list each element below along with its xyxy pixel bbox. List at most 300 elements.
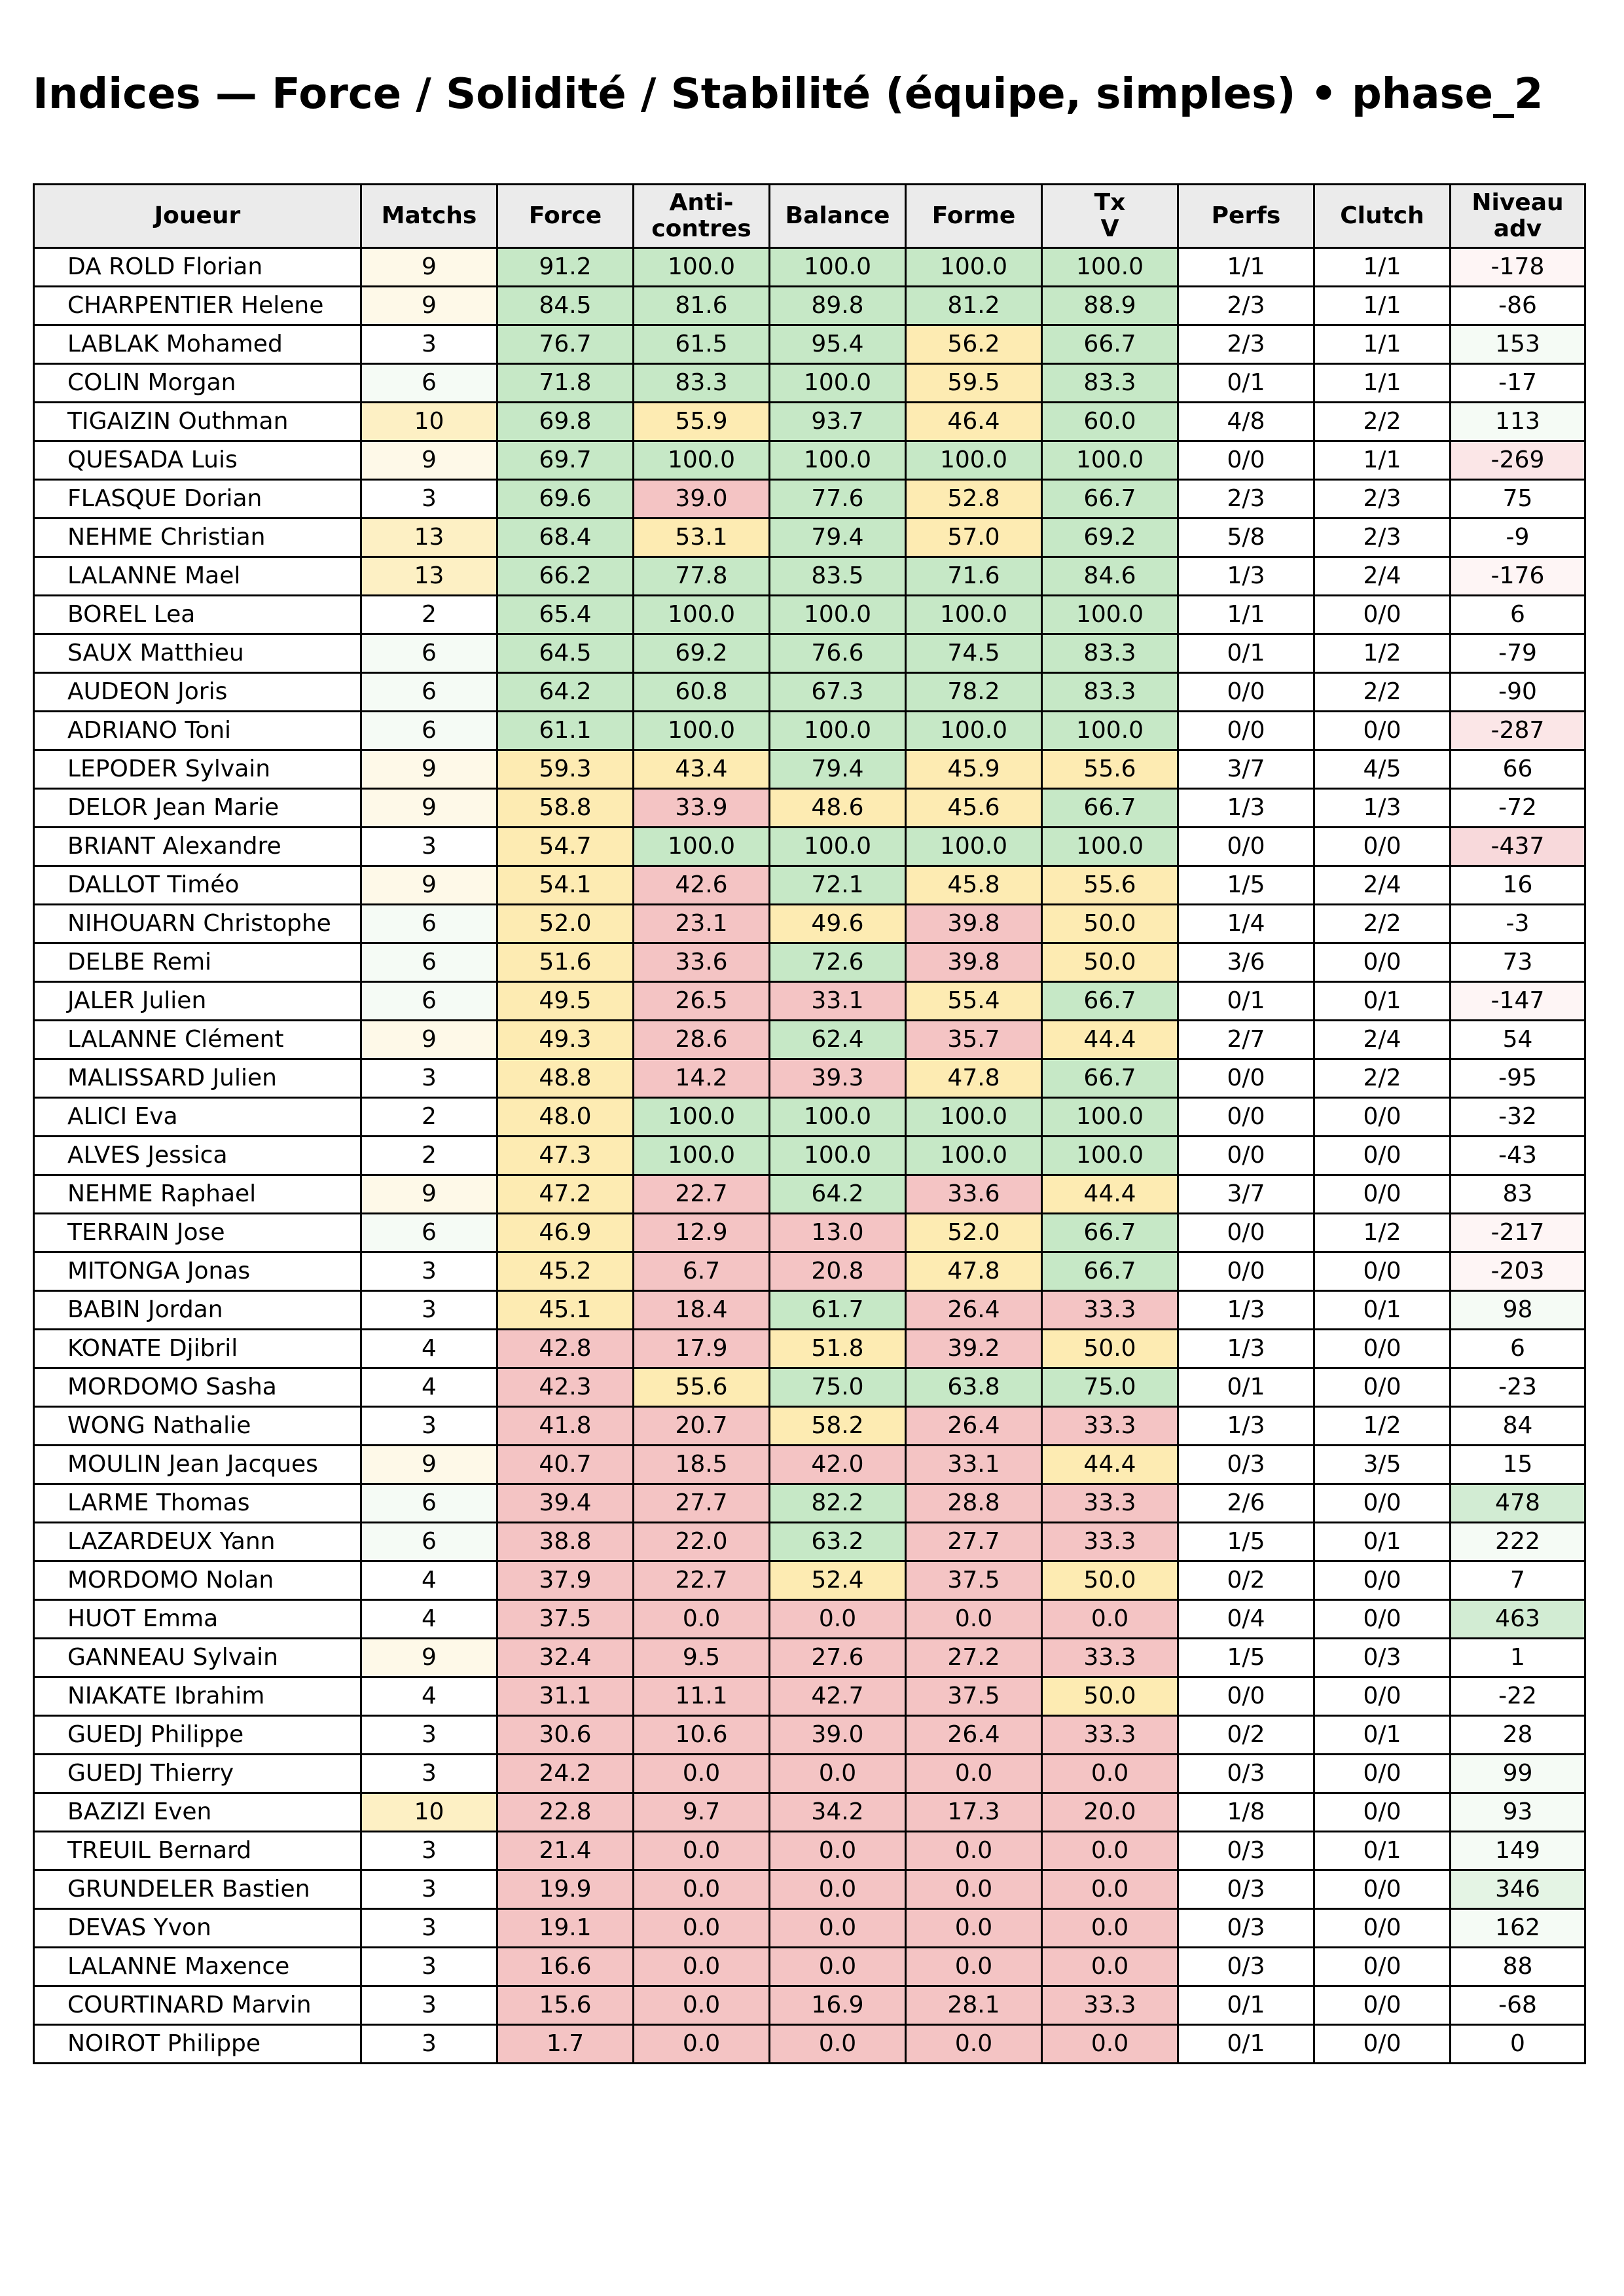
cell-anti-contres: 0.0 <box>634 1909 770 1948</box>
column-header-balance: Balance <box>770 185 906 248</box>
player-name-cell: WONG Nathalie <box>34 1407 361 1446</box>
cell-anti-contres: 100.0 <box>634 712 770 750</box>
cell-balance: 0.0 <box>770 1948 906 1986</box>
cell-clutch: 2/4 <box>1314 1021 1451 1059</box>
column-header-matchs: Matchs <box>361 185 497 248</box>
player-name-cell: NOIROT Philippe <box>34 2025 361 2064</box>
cell-tx-v: 100.0 <box>1042 712 1178 750</box>
cell-forme: 0.0 <box>906 1909 1042 1948</box>
cell-anti-contres: 22.7 <box>634 1175 770 1214</box>
cell-clutch: 0/0 <box>1314 1175 1451 1214</box>
table-row <box>34 1716 1585 1755</box>
cell-niveau-adv: 7 <box>1451 1561 1585 1600</box>
cell-niveau-adv: -147 <box>1451 982 1585 1021</box>
cell-anti-contres: 69.2 <box>634 634 770 673</box>
cell-clutch: 1/2 <box>1314 634 1451 673</box>
cell-anti-contres: 18.4 <box>634 1291 770 1330</box>
cell-forme: 52.0 <box>906 1214 1042 1252</box>
cell-niveau-adv: -178 <box>1451 248 1585 287</box>
cell-matchs: 3 <box>361 325 497 364</box>
cell-anti-contres: 100.0 <box>634 596 770 634</box>
table-header-row <box>34 185 1585 248</box>
cell-perfs: 0/0 <box>1178 1252 1314 1291</box>
cell-tx-v: 44.4 <box>1042 1446 1178 1484</box>
cell-clutch: 1/2 <box>1314 1407 1451 1446</box>
cell-force: 49.5 <box>497 982 634 1021</box>
cell-tx-v: 100.0 <box>1042 596 1178 634</box>
cell-balance: 100.0 <box>770 364 906 403</box>
player-name-cell: KONATE Djibril <box>34 1330 361 1368</box>
cell-forme: 57.0 <box>906 519 1042 557</box>
cell-clutch: 2/3 <box>1314 480 1451 519</box>
cell-anti-contres: 55.6 <box>634 1368 770 1407</box>
table-row <box>34 1330 1585 1368</box>
cell-anti-contres: 81.6 <box>634 287 770 325</box>
player-name-cell: LALANNE Clément <box>34 1021 361 1059</box>
cell-perfs: 1/3 <box>1178 1407 1314 1446</box>
cell-forme: 74.5 <box>906 634 1042 673</box>
cell-tx-v: 33.3 <box>1042 1986 1178 2025</box>
table-row <box>34 1446 1585 1484</box>
cell-tx-v: 0.0 <box>1042 1832 1178 1870</box>
cell-forme: 56.2 <box>906 325 1042 364</box>
cell-matchs: 3 <box>361 1832 497 1870</box>
cell-perfs: 3/7 <box>1178 750 1314 789</box>
cell-perfs: 3/6 <box>1178 943 1314 982</box>
cell-perfs: 0/3 <box>1178 1832 1314 1870</box>
cell-balance: 27.6 <box>770 1639 906 1677</box>
player-name-cell: BOREL Lea <box>34 596 361 634</box>
cell-clutch: 0/0 <box>1314 1561 1451 1600</box>
cell-tx-v: 0.0 <box>1042 1600 1178 1639</box>
table-row <box>34 325 1585 364</box>
cell-perfs: 1/1 <box>1178 248 1314 287</box>
cell-forme: 37.5 <box>906 1561 1042 1600</box>
cell-anti-contres: 9.7 <box>634 1793 770 1832</box>
column-header-forme: Forme <box>906 185 1042 248</box>
player-name-cell: LARME Thomas <box>34 1484 361 1523</box>
cell-clutch: 1/1 <box>1314 441 1451 480</box>
cell-force: 47.3 <box>497 1137 634 1175</box>
cell-matchs: 9 <box>361 1446 497 1484</box>
table-row <box>34 1214 1585 1252</box>
cell-niveau-adv: 88 <box>1451 1948 1585 1986</box>
cell-matchs: 2 <box>361 1098 497 1137</box>
cell-niveau-adv: -72 <box>1451 789 1585 828</box>
cell-balance: 20.8 <box>770 1252 906 1291</box>
cell-matchs: 9 <box>361 1639 497 1677</box>
cell-force: 38.8 <box>497 1523 634 1561</box>
cell-matchs: 3 <box>361 1407 497 1446</box>
cell-clutch: 0/0 <box>1314 1484 1451 1523</box>
cell-tx-v: 100.0 <box>1042 1098 1178 1137</box>
cell-tx-v: 33.3 <box>1042 1407 1178 1446</box>
cell-perfs: 0/3 <box>1178 1755 1314 1793</box>
table-row <box>34 943 1585 982</box>
cell-perfs: 0/1 <box>1178 2025 1314 2064</box>
cell-balance: 58.2 <box>770 1407 906 1446</box>
indices-table <box>33 183 1586 2064</box>
player-name-cell: ALICI Eva <box>34 1098 361 1137</box>
cell-perfs: 0/1 <box>1178 982 1314 1021</box>
cell-anti-contres: 27.7 <box>634 1484 770 1523</box>
cell-perfs: 0/1 <box>1178 1986 1314 2025</box>
table-row <box>34 364 1585 403</box>
cell-matchs: 3 <box>361 2025 497 2064</box>
cell-matchs: 4 <box>361 1677 497 1716</box>
cell-forme: 27.2 <box>906 1639 1042 1677</box>
cell-tx-v: 33.3 <box>1042 1484 1178 1523</box>
cell-forme: 81.2 <box>906 287 1042 325</box>
cell-niveau-adv: 98 <box>1451 1291 1585 1330</box>
cell-clutch: 2/2 <box>1314 1059 1451 1098</box>
cell-balance: 83.5 <box>770 557 906 596</box>
cell-matchs: 2 <box>361 1137 497 1175</box>
cell-balance: 39.0 <box>770 1716 906 1755</box>
cell-perfs: 1/5 <box>1178 1639 1314 1677</box>
cell-clutch: 2/2 <box>1314 905 1451 943</box>
player-name-cell: NEHME Christian <box>34 519 361 557</box>
cell-clutch: 0/0 <box>1314 943 1451 982</box>
cell-forme: 71.6 <box>906 557 1042 596</box>
cell-tx-v: 0.0 <box>1042 1870 1178 1909</box>
cell-forme: 55.4 <box>906 982 1042 1021</box>
cell-forme: 33.6 <box>906 1175 1042 1214</box>
cell-balance: 0.0 <box>770 1755 906 1793</box>
cell-matchs: 3 <box>361 1716 497 1755</box>
cell-balance: 72.6 <box>770 943 906 982</box>
cell-clutch: 0/0 <box>1314 1793 1451 1832</box>
cell-tx-v: 50.0 <box>1042 1330 1178 1368</box>
cell-matchs: 13 <box>361 557 497 596</box>
cell-clutch: 1/1 <box>1314 325 1451 364</box>
cell-clutch: 0/0 <box>1314 1368 1451 1407</box>
cell-anti-contres: 100.0 <box>634 248 770 287</box>
cell-tx-v: 66.7 <box>1042 1214 1178 1252</box>
cell-tx-v: 83.3 <box>1042 673 1178 712</box>
cell-force: 48.8 <box>497 1059 634 1098</box>
cell-force: 71.8 <box>497 364 634 403</box>
cell-perfs: 0/0 <box>1178 712 1314 750</box>
cell-force: 21.4 <box>497 1832 634 1870</box>
cell-balance: 42.7 <box>770 1677 906 1716</box>
cell-force: 68.4 <box>497 519 634 557</box>
cell-force: 47.2 <box>497 1175 634 1214</box>
cell-anti-contres: 60.8 <box>634 673 770 712</box>
cell-forme: 100.0 <box>906 828 1042 866</box>
player-name-cell: QUESADA Luis <box>34 441 361 480</box>
cell-balance: 0.0 <box>770 1870 906 1909</box>
cell-force: 41.8 <box>497 1407 634 1446</box>
cell-perfs: 1/3 <box>1178 1291 1314 1330</box>
cell-force: 48.0 <box>497 1098 634 1137</box>
cell-niveau-adv: 149 <box>1451 1832 1585 1870</box>
cell-tx-v: 44.4 <box>1042 1175 1178 1214</box>
player-name-cell: MITONGA Jonas <box>34 1252 361 1291</box>
player-name-cell: DA ROLD Florian <box>34 248 361 287</box>
column-header-perfs: Perfs <box>1178 185 1314 248</box>
table-row <box>34 905 1585 943</box>
cell-balance: 42.0 <box>770 1446 906 1484</box>
cell-balance: 51.8 <box>770 1330 906 1368</box>
cell-matchs: 6 <box>361 634 497 673</box>
table-row <box>34 1021 1585 1059</box>
cell-tx-v: 66.7 <box>1042 480 1178 519</box>
table-row <box>34 403 1585 441</box>
cell-forme: 39.8 <box>906 905 1042 943</box>
player-name-cell: ALVES Jessica <box>34 1137 361 1175</box>
cell-anti-contres: 77.8 <box>634 557 770 596</box>
cell-tx-v: 66.7 <box>1042 789 1178 828</box>
cell-clutch: 2/3 <box>1314 519 1451 557</box>
cell-tx-v: 100.0 <box>1042 248 1178 287</box>
player-name-cell: FLASQUE Dorian <box>34 480 361 519</box>
table-row <box>34 1755 1585 1793</box>
cell-anti-contres: 28.6 <box>634 1021 770 1059</box>
player-name-cell: CHARPENTIER Helene <box>34 287 361 325</box>
player-name-cell: GUEDJ Thierry <box>34 1755 361 1793</box>
cell-tx-v: 100.0 <box>1042 441 1178 480</box>
cell-matchs: 3 <box>361 480 497 519</box>
cell-forme: 0.0 <box>906 1600 1042 1639</box>
cell-force: 58.8 <box>497 789 634 828</box>
cell-anti-contres: 26.5 <box>634 982 770 1021</box>
table-row <box>34 1793 1585 1832</box>
cell-niveau-adv: -23 <box>1451 1368 1585 1407</box>
cell-niveau-adv: 54 <box>1451 1021 1585 1059</box>
cell-anti-contres: 0.0 <box>634 1986 770 2025</box>
cell-clutch: 0/1 <box>1314 982 1451 1021</box>
table-row <box>34 866 1585 905</box>
cell-balance: 100.0 <box>770 828 906 866</box>
cell-anti-contres: 43.4 <box>634 750 770 789</box>
cell-niveau-adv: -43 <box>1451 1137 1585 1175</box>
cell-perfs: 2/7 <box>1178 1021 1314 1059</box>
cell-matchs: 10 <box>361 403 497 441</box>
cell-niveau-adv: -86 <box>1451 287 1585 325</box>
cell-force: 65.4 <box>497 596 634 634</box>
cell-forme: 0.0 <box>906 1948 1042 1986</box>
cell-niveau-adv: -437 <box>1451 828 1585 866</box>
player-name-cell: SAUX Matthieu <box>34 634 361 673</box>
cell-clutch: 0/0 <box>1314 1677 1451 1716</box>
cell-perfs: 1/5 <box>1178 1523 1314 1561</box>
cell-matchs: 6 <box>361 712 497 750</box>
cell-forme: 26.4 <box>906 1291 1042 1330</box>
cell-niveau-adv: 162 <box>1451 1909 1585 1948</box>
cell-anti-contres: 0.0 <box>634 1948 770 1986</box>
cell-niveau-adv: 6 <box>1451 596 1585 634</box>
cell-balance: 62.4 <box>770 1021 906 1059</box>
player-name-cell: COLIN Morgan <box>34 364 361 403</box>
cell-anti-contres: 22.7 <box>634 1561 770 1600</box>
cell-niveau-adv: 463 <box>1451 1600 1585 1639</box>
cell-anti-contres: 0.0 <box>634 1755 770 1793</box>
cell-balance: 52.4 <box>770 1561 906 1600</box>
player-name-cell: LALANNE Maxence <box>34 1948 361 1986</box>
cell-balance: 100.0 <box>770 712 906 750</box>
cell-matchs: 9 <box>361 789 497 828</box>
cell-forme: 100.0 <box>906 712 1042 750</box>
cell-perfs: 1/3 <box>1178 557 1314 596</box>
cell-balance: 100.0 <box>770 248 906 287</box>
cell-niveau-adv: -203 <box>1451 1252 1585 1291</box>
cell-balance: 72.1 <box>770 866 906 905</box>
cell-perfs: 1/4 <box>1178 905 1314 943</box>
table-row <box>34 750 1585 789</box>
cell-force: 76.7 <box>497 325 634 364</box>
cell-force: 39.4 <box>497 1484 634 1523</box>
cell-force: 16.6 <box>497 1948 634 1986</box>
cell-niveau-adv: 99 <box>1451 1755 1585 1793</box>
cell-tx-v: 0.0 <box>1042 2025 1178 2064</box>
cell-balance: 0.0 <box>770 1600 906 1639</box>
cell-matchs: 6 <box>361 1523 497 1561</box>
cell-clutch: 0/0 <box>1314 1755 1451 1793</box>
cell-tx-v: 66.7 <box>1042 1252 1178 1291</box>
cell-clutch: 3/5 <box>1314 1446 1451 1484</box>
cell-matchs: 3 <box>361 1909 497 1948</box>
cell-forme: 100.0 <box>906 441 1042 480</box>
table-row <box>34 1291 1585 1330</box>
cell-anti-contres: 100.0 <box>634 1098 770 1137</box>
player-name-cell: AUDEON Joris <box>34 673 361 712</box>
table-row <box>34 1484 1585 1523</box>
cell-tx-v: 33.3 <box>1042 1716 1178 1755</box>
table-body <box>34 248 1585 2064</box>
cell-anti-contres: 0.0 <box>634 1870 770 1909</box>
cell-balance: 67.3 <box>770 673 906 712</box>
cell-clutch: 1/1 <box>1314 364 1451 403</box>
cell-tx-v: 44.4 <box>1042 1021 1178 1059</box>
player-name-cell: MALISSARD Julien <box>34 1059 361 1098</box>
cell-tx-v: 33.3 <box>1042 1291 1178 1330</box>
player-name-cell: LEPODER Sylvain <box>34 750 361 789</box>
cell-force: 54.7 <box>497 828 634 866</box>
cell-force: 64.5 <box>497 634 634 673</box>
cell-matchs: 3 <box>361 1986 497 2025</box>
cell-balance: 100.0 <box>770 1137 906 1175</box>
cell-niveau-adv: -90 <box>1451 673 1585 712</box>
cell-tx-v: 75.0 <box>1042 1368 1178 1407</box>
cell-tx-v: 84.6 <box>1042 557 1178 596</box>
cell-niveau-adv: -22 <box>1451 1677 1585 1716</box>
cell-balance: 0.0 <box>770 1832 906 1870</box>
table-row <box>34 1098 1585 1137</box>
cell-clutch: 0/0 <box>1314 1870 1451 1909</box>
cell-tx-v: 66.7 <box>1042 325 1178 364</box>
table-row <box>34 1948 1585 1986</box>
column-header-niveau-adv: Niveau adv <box>1451 185 1585 248</box>
table-row <box>34 982 1585 1021</box>
cell-tx-v: 0.0 <box>1042 1948 1178 1986</box>
cell-forme: 45.9 <box>906 750 1042 789</box>
cell-perfs: 2/3 <box>1178 287 1314 325</box>
cell-tx-v: 0.0 <box>1042 1909 1178 1948</box>
cell-perfs: 0/0 <box>1178 1137 1314 1175</box>
cell-force: 32.4 <box>497 1639 634 1677</box>
player-name-cell: MORDOMO Sasha <box>34 1368 361 1407</box>
player-name-cell: DALLOT Timéo <box>34 866 361 905</box>
cell-anti-contres: 0.0 <box>634 1600 770 1639</box>
cell-anti-contres: 33.9 <box>634 789 770 828</box>
cell-matchs: 3 <box>361 1252 497 1291</box>
cell-forme: 0.0 <box>906 2025 1042 2064</box>
cell-force: 52.0 <box>497 905 634 943</box>
cell-forme: 39.8 <box>906 943 1042 982</box>
cell-force: 31.1 <box>497 1677 634 1716</box>
cell-forme: 45.6 <box>906 789 1042 828</box>
cell-matchs: 13 <box>361 519 497 557</box>
cell-force: 19.9 <box>497 1870 634 1909</box>
cell-balance: 79.4 <box>770 750 906 789</box>
cell-niveau-adv: 28 <box>1451 1716 1585 1755</box>
cell-niveau-adv: 113 <box>1451 403 1585 441</box>
table-row <box>34 519 1585 557</box>
player-name-cell: MORDOMO Nolan <box>34 1561 361 1600</box>
cell-niveau-adv: 0 <box>1451 2025 1585 2064</box>
cell-matchs: 3 <box>361 1755 497 1793</box>
player-name-cell: BABIN Jordan <box>34 1291 361 1330</box>
cell-matchs: 4 <box>361 1330 497 1368</box>
table-row <box>34 828 1585 866</box>
cell-forme: 0.0 <box>906 1870 1042 1909</box>
player-name-cell: HUOT Emma <box>34 1600 361 1639</box>
player-name-cell: LALANNE Mael <box>34 557 361 596</box>
cell-niveau-adv: 75 <box>1451 480 1585 519</box>
cell-perfs: 0/3 <box>1178 1909 1314 1948</box>
cell-anti-contres: 100.0 <box>634 441 770 480</box>
cell-perfs: 2/6 <box>1178 1484 1314 1523</box>
cell-forme: 78.2 <box>906 673 1042 712</box>
cell-niveau-adv: 66 <box>1451 750 1585 789</box>
cell-clutch: 0/0 <box>1314 1330 1451 1368</box>
table-row <box>34 1639 1585 1677</box>
column-header-joueur: Joueur <box>34 185 361 248</box>
column-header-anti-contres: Anti- contres <box>634 185 770 248</box>
cell-forme: 0.0 <box>906 1832 1042 1870</box>
cell-clutch: 0/1 <box>1314 1832 1451 1870</box>
cell-matchs: 6 <box>361 673 497 712</box>
table-row <box>34 1059 1585 1098</box>
cell-clutch: 0/0 <box>1314 1986 1451 2025</box>
table-row <box>34 1561 1585 1600</box>
player-name-cell: TREUIL Bernard <box>34 1832 361 1870</box>
cell-clutch: 1/2 <box>1314 1214 1451 1252</box>
cell-niveau-adv: -95 <box>1451 1059 1585 1098</box>
cell-matchs: 9 <box>361 248 497 287</box>
cell-balance: 0.0 <box>770 2025 906 2064</box>
cell-niveau-adv: 1 <box>1451 1639 1585 1677</box>
cell-matchs: 6 <box>361 982 497 1021</box>
cell-matchs: 4 <box>361 1600 497 1639</box>
table-row <box>34 1600 1585 1639</box>
cell-anti-contres: 18.5 <box>634 1446 770 1484</box>
cell-perfs: 3/7 <box>1178 1175 1314 1214</box>
cell-forme: 52.8 <box>906 480 1042 519</box>
cell-anti-contres: 33.6 <box>634 943 770 982</box>
cell-matchs: 9 <box>361 866 497 905</box>
cell-balance: 48.6 <box>770 789 906 828</box>
cell-force: 37.5 <box>497 1600 634 1639</box>
cell-forme: 27.7 <box>906 1523 1042 1561</box>
cell-force: 49.3 <box>497 1021 634 1059</box>
cell-force: 66.2 <box>497 557 634 596</box>
cell-clutch: 0/0 <box>1314 1600 1451 1639</box>
cell-clutch: 0/0 <box>1314 1098 1451 1137</box>
cell-forme: 47.8 <box>906 1059 1042 1098</box>
cell-tx-v: 100.0 <box>1042 1137 1178 1175</box>
